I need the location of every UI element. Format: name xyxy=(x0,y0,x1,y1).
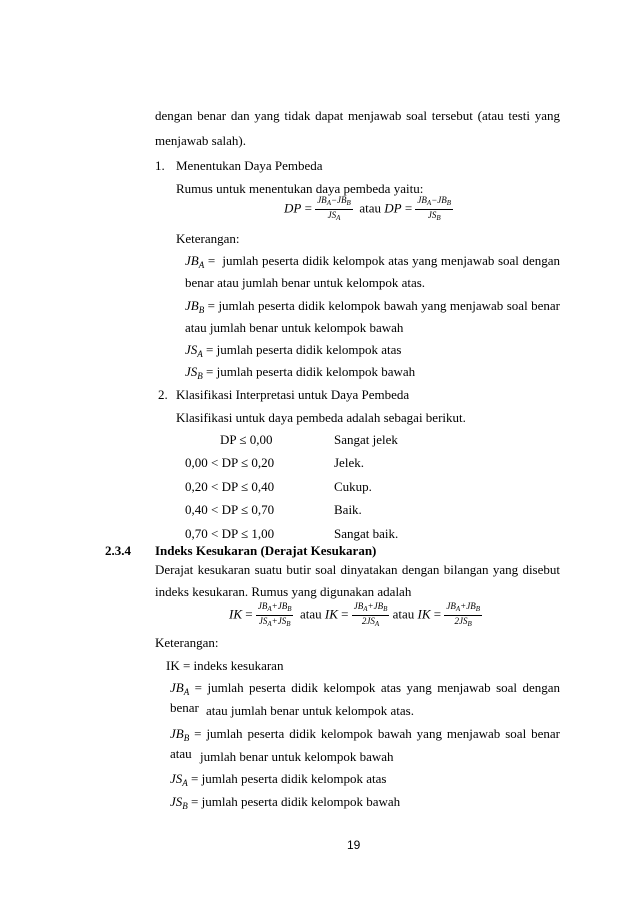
range-cell: 0,40 < DP ≤ 0,70 xyxy=(185,502,275,518)
list-number: 2. xyxy=(158,387,168,402)
definition-line: $JS_A$ = jumlah peserta didik kelompok atas xyxy=(170,771,387,788)
keterangan-label: Keterangan: xyxy=(176,231,240,246)
definition-line: $JB_A$ = jumlah peserta didik kelompok atas yang menjawab soal dengan benar xyxy=(170,680,561,715)
list-item-title: Klasifikasi Interpretasi untuk Daya Pembeda xyxy=(176,387,410,402)
indeks-kesukaran-formula: IK = $\frac{JB_A+JB_B}{JS_A+JS_B}$ atau IK = $\frac{JB_A+JB_B}{2JS_A}$ atau IK = $\frac{JB_A+JB_B}{2JS_B}$ xyxy=(229,601,481,628)
definition-line: $JB_B$ = jumlah peserta didik kelompok bawah yang menjawab soal benar xyxy=(185,298,560,315)
table-row xyxy=(185,475,398,499)
formula-connector: atau xyxy=(299,606,322,622)
body-text-line: Derajat kesukaran suatu butir soal dinyatakan dengan bilangan yang disebut xyxy=(155,562,560,577)
definition-line: $JS_A$ = jumlah peserta didik kelompok atas xyxy=(185,342,402,359)
definition-line: benar atau jumlah benar untuk kelompok atas. xyxy=(185,275,426,290)
section-number: 2.3.4 xyxy=(105,543,131,558)
label-cell: Sangat jelek xyxy=(334,431,398,447)
range-cell: 0,00 < DP ≤ 0,20 xyxy=(185,455,275,471)
classification-table xyxy=(185,428,398,546)
definition-line: jumlah benar untuk kelompok bawah xyxy=(200,749,394,764)
table-row xyxy=(185,499,398,523)
label-cell: Jelek. xyxy=(334,455,364,471)
range-cell: DP ≤ 0,00 xyxy=(220,431,273,447)
formula-connector: atau xyxy=(392,606,415,622)
keterangan-label: Keterangan: xyxy=(155,635,219,650)
definition-line: atau jumlah benar untuk kelompok atas. xyxy=(206,703,414,718)
body-text-line: indeks kesukaran. Rumus yang digunakan adalah xyxy=(155,584,412,599)
daya-pembeda-formula: DP = $\frac{JB_A-JB_B}{JS_A}$ atau DP = $\frac{JB_A-JB_B}{JS_B}$ xyxy=(284,195,452,222)
list-item-title: Menentukan Daya Pembeda xyxy=(176,158,323,173)
table-row xyxy=(185,522,398,546)
label-cell: Cukup. xyxy=(334,478,372,494)
list-number: 1. xyxy=(155,158,165,173)
definition-line: $JB_A$ = jumlah peserta didik kelompok atas yang menjawab soal dengan xyxy=(185,253,561,270)
definition-line: $JS_B$ = jumlah peserta didik kelompok bawah xyxy=(170,794,401,811)
table-row xyxy=(185,428,398,452)
section-title: Indeks Kesukaran (Derajat Kesukaran) xyxy=(155,543,377,558)
definition-line: atau jumlah benar untuk kelompok bawah xyxy=(185,320,404,335)
body-text-line: Klasifikasi untuk daya pembeda adalah sebagai berikut. xyxy=(176,410,466,425)
body-text-line: Rumus untuk menentukan daya pembeda yaitu: xyxy=(176,181,424,196)
table-row xyxy=(185,452,398,476)
label-cell: Baik. xyxy=(334,502,362,518)
body-text-line: menjawab salah). xyxy=(155,133,246,148)
definition-line: $JB_B$ = jumlah peserta didik kelompok bawah yang menjawab soal benar atau xyxy=(170,726,560,761)
body-text-line: dengan benar dan yang tidak dapat menjawab soal tersebut (atau testi yang xyxy=(155,108,560,123)
definition-line: $JS_B$ = jumlah peserta didik kelompok bawah xyxy=(185,364,416,381)
range-cell: 0,20 < DP ≤ 0,40 xyxy=(185,478,275,494)
page-number: 19 xyxy=(347,838,361,852)
definition-line: IK = indeks kesukaran xyxy=(166,658,284,673)
label-cell: Sangat baik. xyxy=(334,525,399,541)
range-cell: 0,70 < DP ≤ 1,00 xyxy=(185,525,275,541)
formula-connector: atau xyxy=(359,200,381,216)
